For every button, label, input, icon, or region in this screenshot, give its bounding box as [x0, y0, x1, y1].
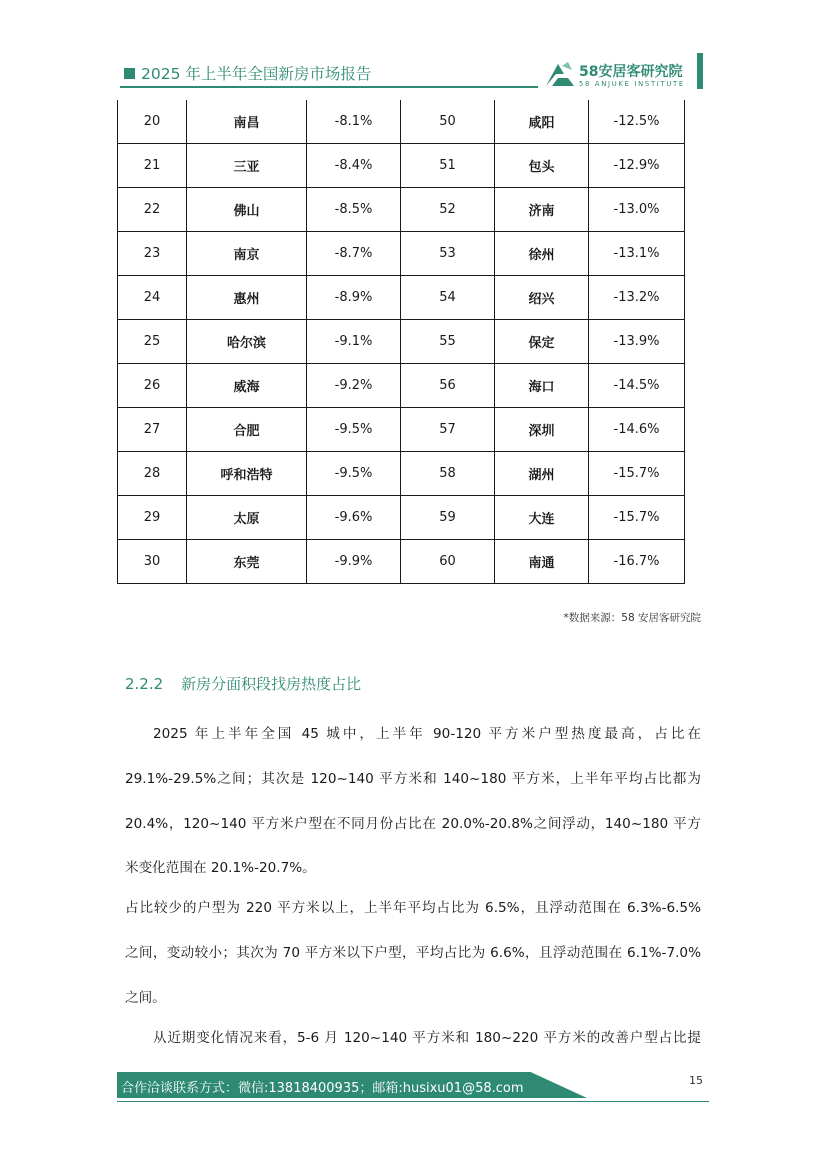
paragraph-1	[125, 712, 701, 891]
table-row	[118, 100, 685, 144]
change-cell: -13.2%	[589, 276, 685, 320]
rank-cell: 25	[118, 320, 187, 364]
logo-mark-icon	[544, 60, 576, 88]
paragraph-line: 从近期变化情况来看，5-6 月 120~140 平方米和 180~220 平方米的改善户型占比提	[153, 1030, 701, 1046]
change-cell: -12.5%	[589, 100, 685, 144]
table-row	[118, 232, 685, 276]
change-cell: -13.1%	[589, 232, 685, 276]
paragraph-line: 米变化范围在 20.1%-20.7%。	[125, 860, 316, 877]
section-number: 2.2.2	[125, 675, 164, 693]
data-source-note: *数据来源：58 安居客研究院	[563, 612, 701, 624]
city-cell: 深圳	[495, 408, 589, 452]
header-accent-bar	[697, 53, 703, 89]
change-cell: -8.4%	[307, 144, 401, 188]
change-cell: -14.6%	[589, 408, 685, 452]
change-cell: -9.5%	[307, 408, 401, 452]
city-cell: 包头	[495, 144, 589, 188]
table-row	[118, 496, 685, 540]
rank-cell: 53	[401, 232, 495, 276]
section-heading	[125, 673, 361, 694]
rank-cell: 22	[118, 188, 187, 232]
city-cell: 南京	[187, 232, 307, 276]
rank-cell: 20	[118, 100, 187, 144]
city-cell: 合肥	[187, 408, 307, 452]
paragraph-3	[125, 1016, 701, 1061]
city-cell: 大连	[495, 496, 589, 540]
city-cell: 呼和浩特	[187, 452, 307, 496]
city-cell: 海口	[495, 364, 589, 408]
table-row	[118, 276, 685, 320]
city-cell: 太原	[187, 496, 307, 540]
change-cell: -12.9%	[589, 144, 685, 188]
rank-cell: 56	[401, 364, 495, 408]
rank-cell: 52	[401, 188, 495, 232]
rank-cell: 54	[401, 276, 495, 320]
section-title: 新房分面积段找房热度占比	[181, 675, 362, 693]
city-cell: 湖州	[495, 452, 589, 496]
rank-cell: 24	[118, 276, 187, 320]
city-cell: 哈尔滨	[187, 320, 307, 364]
table-row	[118, 364, 685, 408]
city-cell: 惠州	[187, 276, 307, 320]
rank-cell: 51	[401, 144, 495, 188]
change-cell: -13.9%	[589, 320, 685, 364]
table-row	[118, 144, 685, 188]
logo-english-text: 58 ANJUKE INSTITUTE	[579, 80, 685, 88]
paragraph-line: 之间。	[125, 989, 166, 1006]
page-number: 15	[689, 1074, 703, 1087]
table-row	[118, 188, 685, 232]
logo-chinese-text: 58安居客研究院	[579, 64, 683, 80]
rank-cell: 27	[118, 408, 187, 452]
city-cell: 威海	[187, 364, 307, 408]
change-cell: -9.6%	[307, 496, 401, 540]
city-ranking-table	[117, 100, 685, 584]
rank-cell: 23	[118, 232, 187, 276]
city-cell: 徐州	[495, 232, 589, 276]
table-row	[118, 320, 685, 364]
change-cell: -8.5%	[307, 188, 401, 232]
change-cell: -8.1%	[307, 100, 401, 144]
change-cell: -9.9%	[307, 540, 401, 584]
city-cell: 南通	[495, 540, 589, 584]
city-cell: 南昌	[187, 100, 307, 144]
change-cell: -15.7%	[589, 452, 685, 496]
change-cell: -9.2%	[307, 364, 401, 408]
rank-cell: 30	[118, 540, 187, 584]
contact-info: 合作洽谈联系方式：微信:13818400935；邮箱:husixu01@58.com	[121, 1081, 524, 1096]
rank-cell: 60	[401, 540, 495, 584]
table-body	[118, 100, 685, 584]
change-cell: -9.1%	[307, 320, 401, 364]
city-cell: 绍兴	[495, 276, 589, 320]
city-cell: 济南	[495, 188, 589, 232]
rank-cell: 57	[401, 408, 495, 452]
paragraph-line: 20.4%，120~140 平方米户型在不同月份占比在 20.0%-20.8%之间浮动，140~180 平方	[125, 815, 701, 832]
paragraph-line: 29.1%-29.5%之间；其次是 120~140 平方米和 140~180 平方米，上半年平均占比都为	[125, 770, 701, 787]
paragraph-2	[125, 886, 701, 1020]
change-cell: -8.7%	[307, 232, 401, 276]
paragraph-line: 2025 年上半年全国 45 城中，上半年 90-120 平方米户型热度最高，占比在	[153, 726, 701, 742]
change-cell: -9.5%	[307, 452, 401, 496]
institute-logo	[544, 60, 704, 90]
city-cell: 东莞	[187, 540, 307, 584]
change-cell: -16.7%	[589, 540, 685, 584]
header-square-icon	[124, 68, 135, 79]
city-cell: 咸阳	[495, 100, 589, 144]
page-footer	[117, 1068, 709, 1104]
city-cell: 三亚	[187, 144, 307, 188]
change-cell: -8.9%	[307, 276, 401, 320]
rank-cell: 26	[118, 364, 187, 408]
rank-cell: 59	[401, 496, 495, 540]
city-cell: 保定	[495, 320, 589, 364]
rank-cell: 28	[118, 452, 187, 496]
rank-cell: 58	[401, 452, 495, 496]
rank-cell: 21	[118, 144, 187, 188]
page-header	[120, 58, 710, 98]
change-cell: -14.5%	[589, 364, 685, 408]
rank-cell: 55	[401, 320, 495, 364]
table-row	[118, 540, 685, 584]
paragraph-line: 之间，变动较小；其次为 70 平方米以下户型，平均占比为 6.6%，且浮动范围在 6.1%-7.0%	[125, 944, 701, 961]
paragraph-line: 占比较少的户型为 220 平方米以上，上半年平均占比为 6.5%，且浮动范围在 6.3%-6.5%	[125, 900, 701, 916]
table-row	[118, 408, 685, 452]
footer-rule	[117, 1101, 709, 1102]
table-row	[118, 452, 685, 496]
change-cell: -13.0%	[589, 188, 685, 232]
city-cell: 佛山	[187, 188, 307, 232]
change-cell: -15.7%	[589, 496, 685, 540]
report-title: 2025 年上半年全国新房市场报告	[141, 65, 372, 83]
rank-cell: 50	[401, 100, 495, 144]
header-rule	[120, 86, 538, 88]
rank-cell: 29	[118, 496, 187, 540]
